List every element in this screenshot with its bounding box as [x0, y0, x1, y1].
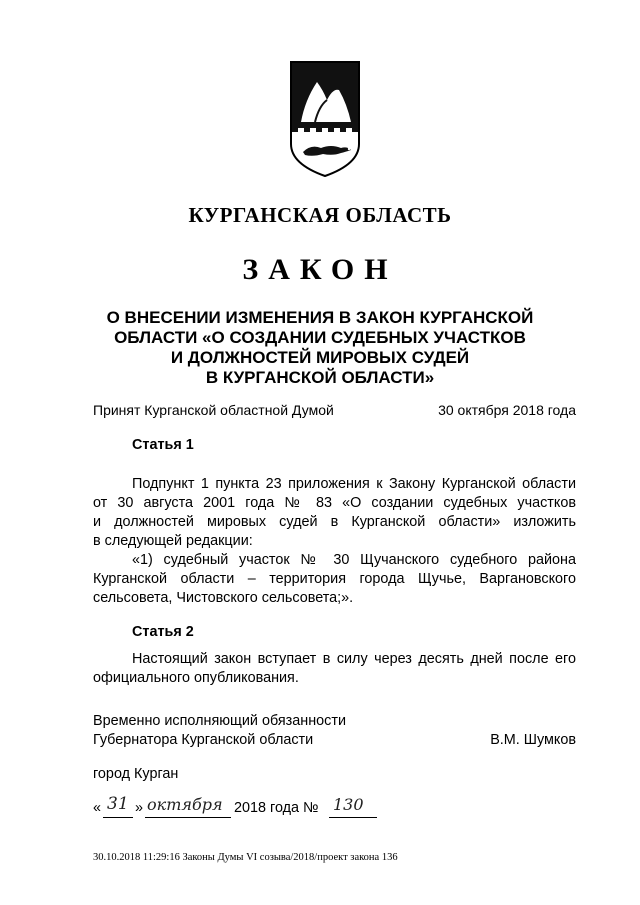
date-close-quote: » [135, 800, 144, 816]
law-title-line: ОБЛАСТИ «О СОЗДАНИИ СУДЕБНЫХ УЧАСТКОВ [114, 328, 526, 347]
signatory-name: В.М. Шумков [490, 732, 576, 748]
signatory-position: Временно исполняющий обязанности [93, 713, 347, 729]
handwritten-number: 130 [333, 795, 364, 814]
handwritten-month: октября [147, 795, 223, 814]
document-type: ЗАКОН [242, 253, 398, 286]
law-title-line: И ДОЛЖНОСТЕЙ МИРОВЫХ СУДЕЙ [170, 348, 470, 367]
law-title-line: В КУРГАНСКОЙ ОБЛАСТИ» [205, 368, 435, 387]
article-2-line: Настоящий закон вступает в силу через десять дней после его [132, 651, 576, 667]
article-1-line: от 30 августа 2001 года № 83 «О создании судебных участков [93, 495, 576, 511]
adoption-date: 30 октября 2018 года [438, 402, 576, 418]
article-1-line: Подпункт 1 пункта 23 приложения к Закону Курганской области [132, 476, 576, 492]
article-1-quote-line: Курганской области – территория города Щучье, Варгановского [93, 571, 576, 587]
article-2-line: официального опубликования. [93, 670, 299, 686]
law-title-line: О ВНЕСЕНИИ ИЗМЕНЕНИЯ В ЗАКОН КУРГАНСКОЙ [106, 308, 534, 327]
article-1-quote-line: сельсовета, Чистовского сельсовета;». [93, 590, 354, 606]
article-2-heading: Статья 2 [132, 624, 194, 640]
coat-of-arms-emblem [289, 60, 361, 178]
article-1-quote-line: «1) судебный участок № 30 Щучанского судебного района [132, 552, 576, 568]
handwritten-day: 31 [107, 794, 129, 814]
region-title: КУРГАНСКАЯ ОБЛАСТЬ [188, 203, 452, 227]
signatory-position: Губернатора Курганской области [93, 732, 314, 748]
article-1-line: и должностей мировых судей в Курганской области» изложить [93, 514, 576, 530]
day-underline [103, 817, 133, 818]
place-of-signing: город Курган [93, 766, 179, 782]
date-year-label: 2018 года № [234, 800, 319, 816]
document-footer: 30.10.2018 11:29:16 Законы Думы VI созыва/2018/проект закона 136 [93, 852, 398, 863]
adopted-by: Принят Курганской областной Думой [93, 402, 334, 418]
signing-date [93, 794, 393, 820]
article-1-line: в следующей редакции: [93, 533, 253, 549]
date-open-quote: « [93, 800, 102, 816]
article-1-heading: Статья 1 [132, 437, 194, 453]
month-underline [145, 817, 231, 818]
number-underline [329, 817, 377, 818]
